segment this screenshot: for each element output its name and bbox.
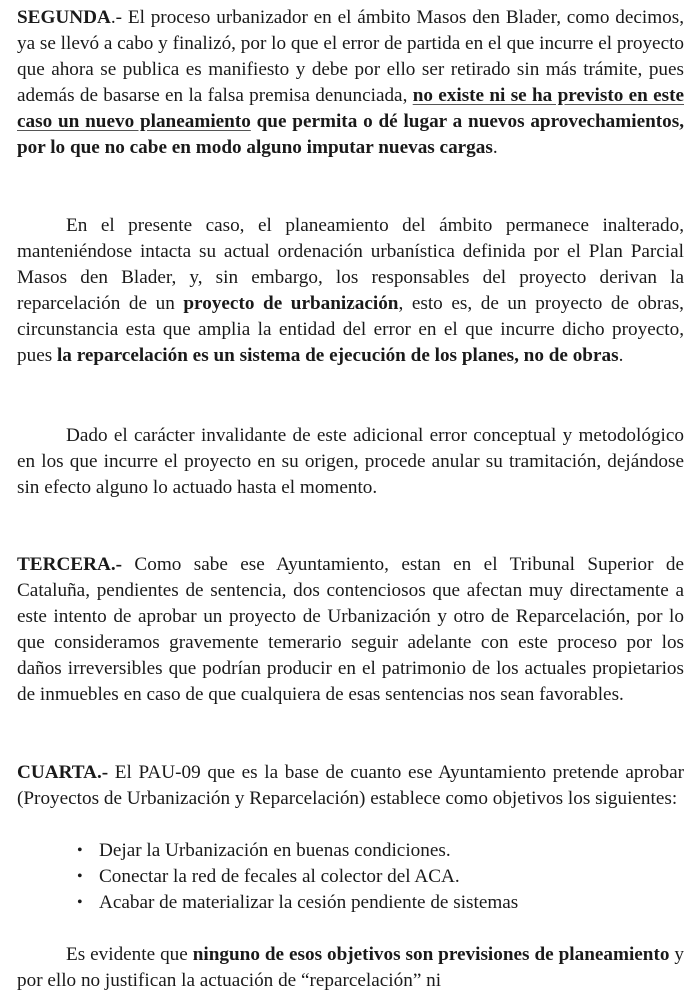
- bullet-icon: •: [77, 842, 83, 859]
- bullet-icon: •: [77, 868, 83, 885]
- paragraph-final: [17, 942, 684, 994]
- paragraph-cuarta: [17, 760, 684, 812]
- paragraph-tercera: [17, 552, 684, 708]
- segunda-end: .: [492, 137, 498, 158]
- list-item-text: Dejar la Urbanización en buenas condiciones.: [99, 840, 451, 861]
- heading-segunda: SEGUNDA: [17, 7, 111, 28]
- para2-bold1: proyecto de urbanización: [183, 293, 399, 314]
- heading-cuarta: CUARTA.-: [17, 762, 109, 783]
- list-item-text: Acabar de materializar la cesión pendiente de sistemas: [99, 892, 519, 913]
- final-bold1: ninguno de esos objetivos son previsiones de planeamiento: [192, 944, 670, 965]
- objectives-list: [17, 838, 684, 916]
- final-text2: y por ello no justifican la actuación de “reparcelación” ni: [17, 944, 685, 991]
- list-item: [17, 838, 684, 864]
- list-item: [17, 864, 684, 890]
- segunda-bold-underlined: no existe ni se ha previsto en este caso un nuevo planeamiento: [17, 85, 684, 132]
- para2-end: .: [618, 345, 624, 366]
- final-text1: Es evidente que: [66, 944, 193, 965]
- para2-bold2: la reparcelación es un sistema de ejecución de los planes, no de obras: [56, 345, 619, 366]
- list-item-text: Conectar la red de fecales al colector del ACA.: [99, 866, 460, 887]
- list-item: [17, 890, 684, 916]
- paragraph-segunda: [17, 5, 684, 161]
- paragraph-invalidante: [17, 423, 684, 501]
- heading-tercera: TERCERA.-: [17, 554, 123, 575]
- heading-suffix: .-: [110, 7, 128, 28]
- paragraph-planeamiento: [17, 213, 684, 369]
- para2-text2: , esto es, de un proyecto de obras, circunstancia esta que amplia la entidad del error en el que incurre dicho proyecto, pues: [17, 293, 684, 366]
- bullet-icon: •: [77, 894, 83, 911]
- segunda-text: El proceso urbanizador en el ámbito Masos den Blader, como decimos, ya se llevó a cabo y finalizó, por lo que el error de partida en el que incurre el proyecto que ahora se publica es manifiesto y debe por ello ser retirado sin más trámite, pues además de basarse en la falsa premisa denunciada,: [17, 7, 685, 106]
- para3-text: Dado el carácter invalidante de este adicional error conceptual y metodológico en los que incurre el proyecto en su origen, procede anular su tramitación, dejándose sin efecto alguno lo actuado hasta el momento.: [17, 425, 684, 498]
- para2-text1: En el presente caso, el planeamiento del ámbito permanece inalterado, manteniéndose intacta su actual ordenación urbanística definida por el Plan Parcial Masos den Blader, y, sin embargo, los responsables del proyecto derivan la reparcelación de un: [17, 215, 684, 314]
- cuarta-text: El PAU-09 que es la base de cuanto ese Ayuntamiento pretende aprobar (Proyectos de Urbanización y Reparcelación) establece como objetivos los siguientes:: [17, 762, 684, 809]
- segunda-bold: que permita o dé lugar a nuevos aprovechamientos, por lo que no cabe en modo alguno imputar nuevas cargas: [17, 111, 685, 158]
- tercera-text: Como sabe ese Ayuntamiento, estan en el Tribunal Superior de Cataluña, pendientes de sentencia, dos contenciosos que afectan muy directamente a este intento de aprobar un proyecto de Urbanización y otro de Reparcelación, por lo que consideramos gravemente temerario seguir adelante con este proceso por los daños irreversibles que podrían producir en el patrimonio de los actuales propietarios de inmuebles en caso de que cualquiera de esas sentencias nos sean favorables.: [17, 554, 684, 705]
